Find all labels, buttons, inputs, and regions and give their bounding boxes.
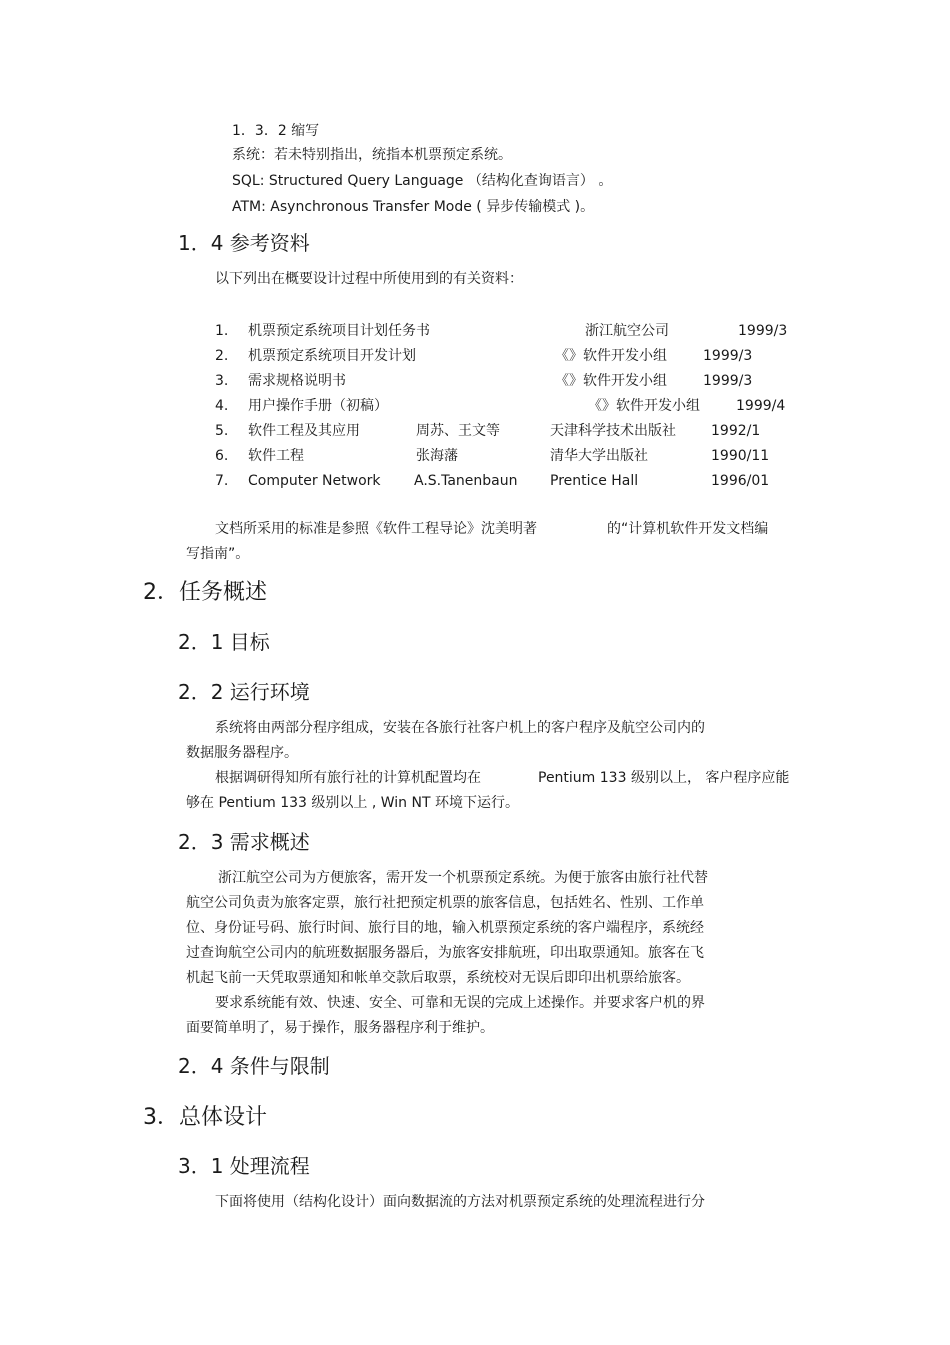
ref-title: 软件工程及其应用: [248, 423, 360, 439]
ref-date: 1990/11: [711, 448, 770, 464]
ref-date: 1992/1: [711, 423, 761, 439]
env-paragraph1-line1: 系统将由两部分程序组成，安装在各旅行社客户机上的客户程序及航空公司内的: [215, 720, 705, 736]
ref-publisher: 《》软件开发小组: [588, 398, 700, 414]
ref-publisher: 清华大学出版社: [550, 448, 648, 464]
ref-date: 1999/3: [738, 323, 788, 339]
req-line: 位、身份证号码、旅行时间、旅行目的地，输入机票预定系统的客户端程序，系统经: [186, 920, 704, 936]
standard-text-line2: 写指南”。: [186, 546, 250, 562]
section-heading-1-4: 1．4 参考资料: [178, 231, 310, 255]
flow-paragraph-line1: 下面将使用（结构化设计）面向数据流的方法对机票预定系统的处理流程进行分: [215, 1194, 705, 1210]
ref-num: 1.: [215, 323, 229, 339]
ref-title: 用户操作手册（初稿）: [248, 398, 388, 414]
ref-num: 6.: [215, 448, 229, 464]
ref-num: 5.: [215, 423, 229, 439]
ref-title: 软件工程: [248, 448, 304, 464]
ref-title: 机票预定系统项目计划任务书: [248, 323, 430, 339]
ref-date: 1999/4: [736, 398, 786, 414]
ref-publisher: 浙江航空公司: [585, 323, 669, 339]
req2-line: 要求系统能有效、快速、安全、可靠和无误的完成上述操作。并要求客户机的界: [215, 995, 705, 1011]
ref-title: Computer Network: [248, 473, 381, 489]
ref-author: 周苏、王文等: [416, 423, 500, 439]
abbrev-system: 系统：若未特别指出，统指本机票预定系统。: [232, 147, 512, 163]
ref-date: 1999/3: [703, 373, 753, 389]
ref-num: 4.: [215, 398, 229, 414]
ref-title: 机票预定系统项目开发计划: [248, 348, 416, 364]
ref-author: A.S.Tanenbaun: [414, 473, 518, 489]
section-heading-2-3: 2．3 需求概述: [178, 830, 310, 854]
section-heading-3-1: 3．1 处理流程: [178, 1154, 310, 1178]
standard-text-part1: 文档所采用的标准是参照《软件工程导论》沈美明著: [215, 521, 537, 537]
env-paragraph2-line2: 够在 Pentium 133 级别以上 , Win NT 环境下运行。: [186, 795, 519, 811]
ref-publisher: 《》软件开发小组: [555, 373, 667, 389]
ref-publisher: Prentice Hall: [550, 473, 639, 489]
ref-num: 7.: [215, 473, 229, 489]
section-heading-1-3-2: 1．3．2 缩写: [232, 123, 320, 139]
ref-num: 3.: [215, 373, 229, 389]
section-heading-2: 2．任务概述: [143, 580, 267, 605]
req-line: 过查询航空公司内的航班数据服务器后，为旅客安排航班，印出取票通知。旅客在飞: [186, 945, 704, 961]
req-line: 航空公司负责为旅客定票，旅行社把预定机票的旅客信息，包括姓名、性别、工作单: [186, 895, 704, 911]
ref-title: 需求规格说明书: [248, 373, 346, 389]
abbrev-atm: ATM: Asynchronous Transfer Mode ( 异步传输模式 )。: [232, 199, 595, 215]
req2-line: 面要简单明了，易于操作，服务器程序利于维护。: [186, 1020, 494, 1036]
req-line: 浙江航空公司为方便旅客，需开发一个机票预定系统。为便于旅客由旅行社代替: [218, 870, 708, 886]
ref-num: 2.: [215, 348, 229, 364]
ref-author: 张海藩: [416, 448, 458, 464]
abbrev-sql: SQL: Structured Query Language （结构化查询语言） 。: [232, 173, 613, 189]
section-heading-2-2: 2．2 运行环境: [178, 680, 310, 704]
section-heading-3: 3．总体设计: [143, 1105, 267, 1130]
section-heading-2-1: 2．1 目标: [178, 630, 270, 654]
section-heading-2-4: 2．4 条件与限制: [178, 1054, 330, 1078]
ref-publisher: 天津科学技术出版社: [550, 423, 676, 439]
standard-text-part2: 的“计算机软件开发文档编: [607, 521, 769, 537]
references-intro: 以下列出在概要设计过程中所使用到的有关资料：: [215, 271, 523, 287]
ref-publisher: 《》软件开发小组: [555, 348, 667, 364]
env-paragraph2-part2: Pentium 133 级别以上， 客户程序应能: [538, 770, 790, 786]
env-paragraph1-line2: 数据服务器程序。: [186, 745, 298, 761]
env-paragraph2-part1: 根据调研得知所有旅行社的计算机配置均在: [215, 770, 481, 786]
req-line: 机起飞前一天凭取票通知和帐单交款后取票，系统校对无误后即印出机票给旅客。: [186, 970, 690, 986]
ref-date: 1996/01: [711, 473, 770, 489]
ref-date: 1999/3: [703, 348, 753, 364]
